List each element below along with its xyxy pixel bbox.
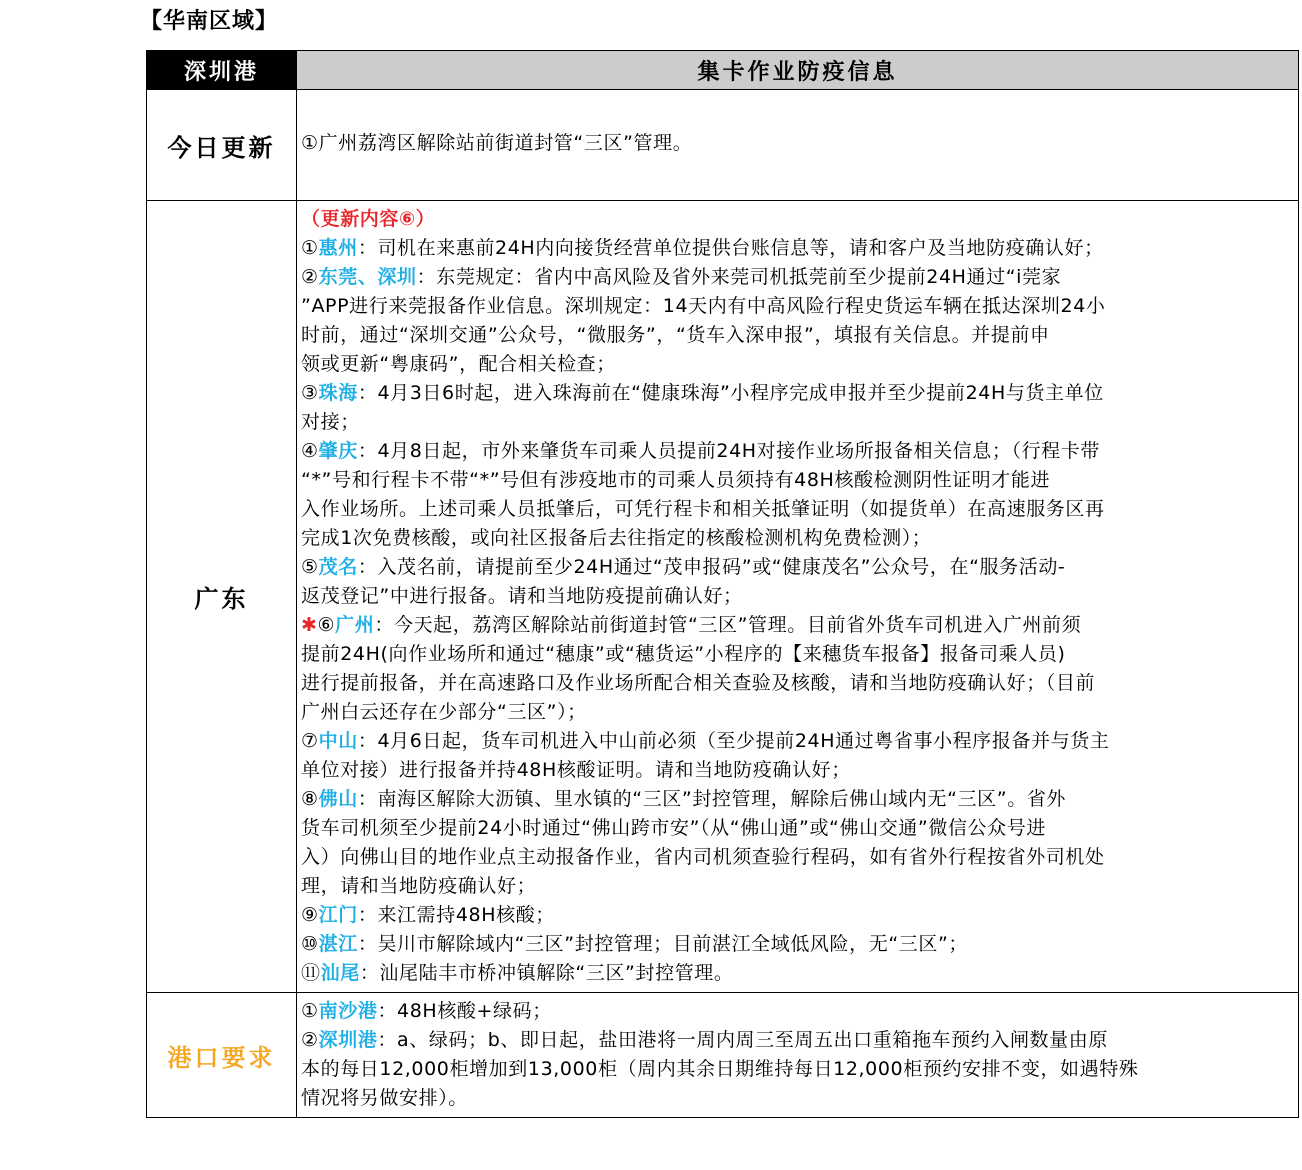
city-text: 理，请和当地防疫确认好； <box>301 875 537 897</box>
city-text: ：南海区解除大沥镇、里水镇的“三区”封控管理，解除后佛山域内无“三区”。省外 <box>357 788 1067 810</box>
asterisk-icon: ✱ <box>301 614 318 636</box>
city-name: 珠海 <box>318 382 358 404</box>
city-line <box>301 814 1292 843</box>
city-text: ：东莞规定：省内中高风险及省外来莞司机抵莞前至少提前24H通过“i莞家 <box>416 266 1062 288</box>
port-text: ：a、绿码；b、即日起，盐田港将一周内周三至周五出口重箱拖车预约入闸数量由原 <box>377 1029 1108 1051</box>
city-line <box>301 785 1292 814</box>
city-name: 湛江 <box>318 933 358 955</box>
city-line <box>301 582 1292 611</box>
city-text: ：汕尾陆丰市桥冲镇解除“三区”封控管理。 <box>359 962 734 984</box>
item-number: ⑧ <box>301 788 319 810</box>
city-text: ：4月8日起，市外来肇货车司乘人员提前24H对接作业场所报备相关信息；（行程卡带 <box>357 440 1100 462</box>
item-number: ⑥ <box>317 614 336 636</box>
port-item <box>301 1026 1292 1113</box>
item-number: ② <box>301 1029 319 1051</box>
port-line <box>301 1084 1292 1113</box>
city-item <box>301 553 1292 611</box>
guangdong-content <box>297 201 1299 993</box>
city-line <box>301 930 1292 959</box>
city-name: 广州 <box>335 614 375 636</box>
port-line <box>301 1055 1292 1084</box>
today-label: 今日更新 <box>147 90 297 201</box>
city-line <box>301 350 1292 379</box>
city-name: 东莞、深圳 <box>318 266 417 288</box>
port-text: ：48H核酸+绿码； <box>377 1000 552 1022</box>
city-line <box>301 901 1292 930</box>
city-line <box>301 495 1292 524</box>
city-item <box>301 901 1292 930</box>
city-text: 货车司机须至少提前24小时通过“佛山跨市安”（从“佛山通”或“佛山交通”微信公众号进 <box>301 817 1046 839</box>
port-item <box>301 997 1292 1026</box>
city-line <box>301 234 1292 263</box>
city-item <box>301 437 1292 553</box>
city-text: 进行提前报备，并在高速路口及作业场所配合相关查验及核酸，请和当地防疫确认好；（目前 <box>301 672 1096 694</box>
city-line <box>301 408 1292 437</box>
item-number: ⑩ <box>301 933 319 955</box>
city-line <box>301 698 1292 727</box>
city-line <box>301 437 1292 466</box>
city-name: 汕尾 <box>320 962 360 984</box>
city-item <box>301 234 1292 263</box>
city-item <box>301 611 1292 727</box>
city-text: 入作业场所。上述司乘人员抵肇后，可凭行程卡和相关抵肇证明（如提货单）在高速服务区再 <box>301 498 1105 520</box>
port-text: 情况将另做安排）。 <box>301 1087 468 1109</box>
city-line <box>301 263 1292 292</box>
city-text: 对接； <box>301 411 360 433</box>
header-port: 深圳港 <box>147 51 297 90</box>
city-text: 领或更新“粤康码”，配合相关检查； <box>301 353 616 375</box>
city-text: ”APP进行来莞报备作业信息。深圳规定：14天内有中高风险行程史货运车辆在抵达深圳24小 <box>301 295 1106 317</box>
city-line <box>301 292 1292 321</box>
city-item <box>301 379 1292 437</box>
city-item <box>301 727 1292 785</box>
city-text: ：司机在来惠前24H内向接货经营单位提供台账信息等，请和客户及当地防疫确认好； <box>357 237 1104 259</box>
city-line <box>301 959 1292 988</box>
item-number: ② <box>301 266 319 288</box>
city-text: 时前，通过“深圳交通”公众号，“微服务”，“货车入深申报”，填报有关信息。并提前申 <box>301 324 1050 346</box>
city-text: ：入茂名前，请提前至少24H通过“茂申报码”或“健康茂名”公众号，在“服务活动- <box>357 556 1066 578</box>
item-number: ⑤ <box>301 556 319 578</box>
city-line <box>301 727 1292 756</box>
item-number: ③ <box>301 382 319 404</box>
port-req-content <box>297 993 1299 1118</box>
section-title: （更新内容⑥） <box>301 208 436 230</box>
city-text: “*”号和行程卡不带“*”号但有涉疫地市的司乘人员须持有48H核酸检测阴性证明才能进 <box>301 469 1051 491</box>
port-req-items <box>301 997 1292 1113</box>
city-name: 茂名 <box>318 556 358 578</box>
city-line <box>301 872 1292 901</box>
city-line <box>301 843 1292 872</box>
city-name: 佛山 <box>318 788 358 810</box>
city-name: 江门 <box>318 904 358 926</box>
guangdong-label: 广东 <box>147 201 297 993</box>
region-title: 【华南区域】 <box>140 9 279 34</box>
city-line <box>301 669 1292 698</box>
city-line <box>301 321 1292 350</box>
city-line <box>301 640 1292 669</box>
header-info: 集卡作业防疫信息 <box>297 51 1299 90</box>
city-line <box>301 524 1292 553</box>
city-item <box>301 785 1292 901</box>
item-number: ① <box>301 237 319 259</box>
port-line <box>301 1026 1292 1055</box>
city-text: 单位对接）进行报备并持48H核酸证明。请和当地防疫确认好； <box>301 759 851 781</box>
city-text: 返茂登记”中进行报备。请和当地防疫提前确认好； <box>301 585 743 607</box>
city-item <box>301 263 1292 379</box>
city-text: 入）向佛山目的地作业点主动报备作业，省内司机须查验行程码，如有省外行程按省外司机处 <box>301 846 1105 868</box>
city-text: 提前24H(向作业场所和通过“穗康”或“穗货运”小程序的【来穗货车报备】报备司乘人员) <box>301 643 1066 665</box>
city-line <box>301 553 1292 582</box>
port-name: 深圳港 <box>318 1029 378 1051</box>
city-text: ：4月3日6时起，进入珠海前在“健康珠海”小程序完成申报并至少提前24H与货主单位 <box>357 382 1104 404</box>
city-line <box>301 756 1292 785</box>
city-line <box>301 611 1292 640</box>
port-name: 南沙港 <box>318 1000 378 1022</box>
item-number: ⑪ <box>301 962 321 984</box>
item-number: ① <box>301 1000 319 1022</box>
city-line <box>301 379 1292 408</box>
city-text: ：4月6日起，货车司机进入中山前必须（至少提前24H通过粤省事小程序报备并与货主 <box>357 730 1110 752</box>
epidemic-info-table <box>146 50 1299 1118</box>
today-text: ①广州荔湾区解除站前街道封管“三区”管理。 <box>301 131 693 154</box>
port-text: 本的每日12,000柜增加到13,000柜（周内其余日期维持每日12,000柜预约安排不变，如遇特殊 <box>301 1058 1139 1080</box>
city-name: 惠州 <box>318 237 358 259</box>
item-number: ⑦ <box>301 730 319 752</box>
city-text: ：来江需持48H核酸； <box>357 904 555 926</box>
port-line <box>301 997 1292 1026</box>
item-number: ⑨ <box>301 904 319 926</box>
guangdong-items <box>301 234 1292 988</box>
item-number: ④ <box>301 440 319 462</box>
city-text: 广州白云还存在少部分“三区”）； <box>301 701 587 723</box>
city-text: 完成1次免费核酸，或向社区报备后去往指定的核酸检测机构免费检测）； <box>301 527 932 549</box>
city-name: 肇庆 <box>318 440 358 462</box>
city-item <box>301 959 1292 988</box>
port-req-label: 港口要求 <box>147 993 297 1118</box>
city-text: ：今天起，荔湾区解除站前街道封管“三区”管理。目前省外货车司机进入广州前须 <box>374 614 1082 636</box>
city-item <box>301 930 1292 959</box>
city-name: 中山 <box>318 730 358 752</box>
city-line <box>301 466 1292 495</box>
city-text: ：吴川市解除域内“三区”封控管理；目前湛江全域低风险，无“三区”； <box>357 933 969 955</box>
today-content <box>297 90 1299 201</box>
